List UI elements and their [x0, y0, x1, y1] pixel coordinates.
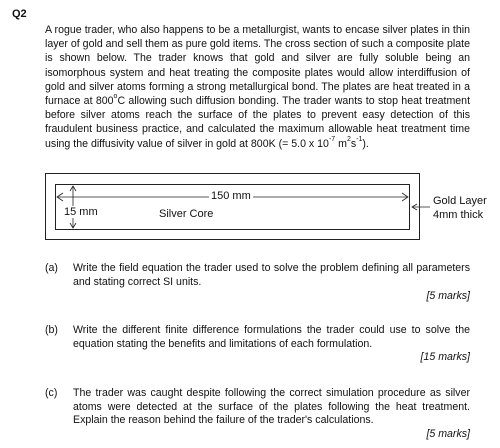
- part-b-number: (b): [45, 324, 58, 336]
- exponent-2: 2: [346, 136, 351, 144]
- thickness-label: 15 mm: [64, 206, 98, 218]
- intro-text-2: C allowing such diffusion bonding. The trader wants to stop heat treatment before silver atoms reach the surface of the plates to prevent easy detection of this fraudulent business practice, and calculated the maximum allowable heat treatment time using the diffusivity value of silver in gold at 800K (= 5.0 x 10: [45, 95, 471, 150]
- part-b-marks: [15 marks]: [420, 351, 470, 363]
- unit-m: m: [335, 137, 347, 150]
- part-b-text: Write the different finite difference formulations the trader could use to solve the equation stating the benefits and limitations of each formulation.: [73, 324, 470, 350]
- part-c-text: The trader was caught despite following the correct simulation procedure as silver atoms were detected at the surface of the plates following the heat treatment. Explain the reason behind the failure of the trader's calculations.: [73, 387, 470, 426]
- degree-symbol: o: [113, 93, 118, 101]
- intro-text-end: ).: [362, 137, 369, 150]
- part-c: [45, 387, 470, 428]
- gold-layer-label: [433, 194, 487, 222]
- part-a-text: Write the field equation the trader used to solve the problem defining all parameters and stating correct SI units.: [73, 262, 470, 288]
- silver-core-label: Silver Core: [159, 208, 214, 220]
- exponent-minus-1: -1: [356, 136, 363, 144]
- part-c-marks: [5 marks]: [426, 428, 470, 440]
- exponent-minus-7: -7: [328, 136, 336, 144]
- part-a-marks: [5 marks]: [426, 290, 470, 302]
- question-number: Q2: [12, 8, 27, 20]
- gold-label-line2: 4mm thick: [433, 209, 484, 221]
- part-b: [45, 324, 470, 351]
- intro-text-1: A rogue trader, who also happens to be a metallurgist, wants to encase silver plates in thin layer of gold and sell them as pure gold items. The cross section of such a composite plate is shown below. The trader knows that gold and silver are fully soluble being an isomorphous system and heat treating the composite plates would allow interdiffusion of gold and silver atoms forming a strong metallurgical bond. The plates are heat treated in a furnace at 800: [45, 24, 470, 108]
- part-a-number: (a): [45, 262, 58, 274]
- unit-s: s: [350, 137, 357, 150]
- part-c-number: (c): [45, 387, 58, 399]
- width-label: 150 mm: [211, 190, 251, 202]
- gold-label-line1: Gold Layer: [433, 195, 487, 207]
- part-a: [45, 262, 470, 289]
